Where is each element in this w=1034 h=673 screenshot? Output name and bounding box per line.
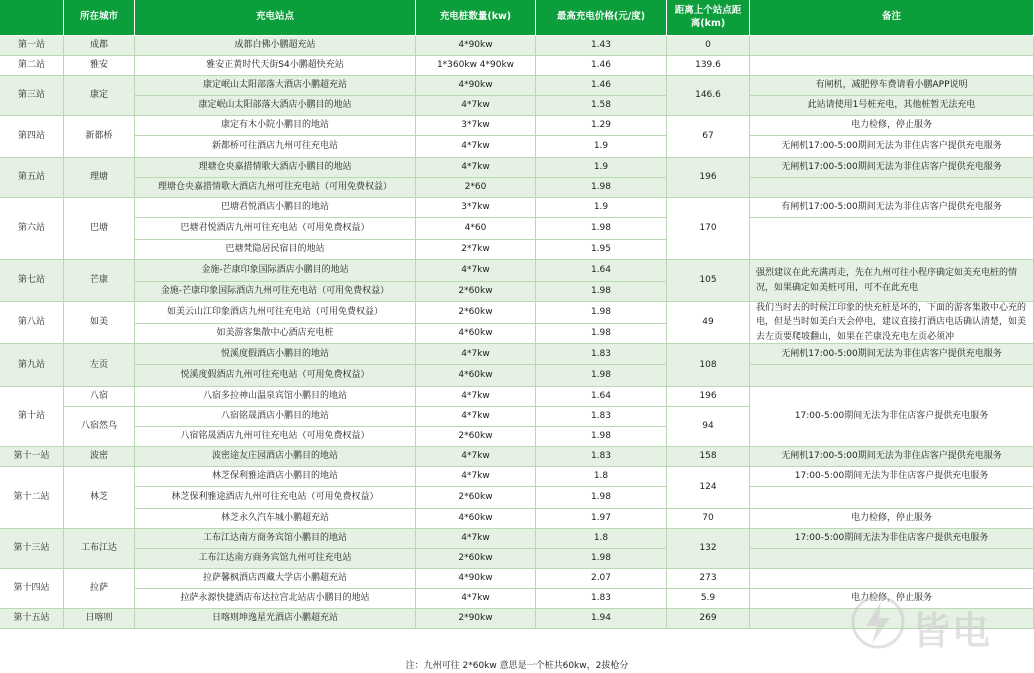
station-cell: 工布江达南方商务宾馆九州可往充电站 <box>135 549 416 569</box>
distance-cell: 108 <box>667 344 750 387</box>
station-cell: 巴塘梵隐居民宿目的地站 <box>135 240 416 260</box>
price-cell: 1.83 <box>536 344 667 365</box>
price-cell: 1.98 <box>536 549 667 569</box>
piles-cell: 2*90kw <box>416 609 536 629</box>
city-cell: 拉萨 <box>64 569 135 609</box>
price-cell: 1.58 <box>536 96 667 116</box>
piles-cell: 4*60 <box>416 218 536 240</box>
price-cell: 1.98 <box>536 302 667 324</box>
note-cell: 无闸机17:00-5:00期间无法为非住店客户提供充电服务 <box>750 344 1034 365</box>
city-cell: 新都桥 <box>64 116 135 158</box>
station-cell: 林芝永久汽车城小鹏超充站 <box>135 509 416 529</box>
price-cell: 1.98 <box>536 324 667 344</box>
note-cell <box>750 487 1034 509</box>
city-cell: 巴塘 <box>64 198 135 260</box>
piles-cell: 4*7kw <box>416 529 536 549</box>
price-cell: 1.98 <box>536 218 667 240</box>
distance-cell: 49 <box>667 302 750 344</box>
station-cell: 康定岷山太阳部落大酒店小鹏超充站 <box>135 76 416 96</box>
piles-cell: 4*7kw <box>416 407 536 427</box>
city-cell: 康定 <box>64 76 135 116</box>
stop-label: 第七站 <box>0 260 64 302</box>
city-cell: 林芝 <box>64 467 135 529</box>
station-cell: 拉萨永源快捷酒店布达拉宫北站店小鹏目的地站 <box>135 589 416 609</box>
price-cell: 1.95 <box>536 240 667 260</box>
watermark-text: 皆电 <box>912 609 993 653</box>
distance-cell: 146.6 <box>667 76 750 116</box>
note-cell: 电力检修，停止服务 <box>750 509 1034 529</box>
stop-label: 第二站 <box>0 56 64 76</box>
price-cell: 1.98 <box>536 178 667 198</box>
distance-cell: 124 <box>667 467 750 509</box>
header-distance: 距离上个站点距离(km) <box>667 0 750 36</box>
stop-label: 第六站 <box>0 198 64 260</box>
distance-cell: 132 <box>667 529 750 569</box>
note-cell: 17:00-5:00期间无法为非住店客户提供充电服务 <box>750 387 1034 447</box>
city-cell: 左贡 <box>64 344 135 387</box>
piles-cell: 2*60kw <box>416 487 536 509</box>
distance-cell: 196 <box>667 387 750 407</box>
distance-cell: 94 <box>667 407 750 447</box>
station-cell: 理塘仓央嘉措情歌大酒店九州可往充电站（可用免费权益） <box>135 178 416 198</box>
piles-cell: 1*360kw 4*90kw <box>416 56 536 76</box>
note-cell: 电力检修，停止服务 <box>750 116 1034 136</box>
city-cell: 波密 <box>64 447 135 467</box>
note-cell: 强烈建议在此充满再走，先在九州可往小程序确定如美充电桩的情况，如果确定如美桩可用，可不在此充电 <box>750 260 1034 302</box>
stop-label: 第九站 <box>0 344 64 387</box>
city-cell: 日喀则 <box>64 609 135 629</box>
header-city: 所在城市 <box>64 0 135 36</box>
city-cell: 工布江达 <box>64 529 135 569</box>
station-cell: 巴塘君悦酒店九州可往充电站（可用免费权益） <box>135 218 416 240</box>
note-cell: 我们当时去的时候江印象的快充桩是坏的，下面的游客集散中心充的电，但是当时如美白天会停电，建议直接打酒店电话确认清楚，如美去左贡要爬坡翻山，如果在芒康没充电左贡必须冲 <box>750 302 1034 344</box>
note-cell: 17:00-5:00期间无法为非住店客户提供充电服务 <box>750 529 1034 549</box>
station-cell: 如美云山江印象酒店九州可往充电站（可用免费权益） <box>135 302 416 324</box>
price-cell: 1.8 <box>536 529 667 549</box>
price-cell: 1.64 <box>536 387 667 407</box>
distance-cell: 105 <box>667 260 750 302</box>
station-cell: 林芝保利雅途酒店小鹏目的地站 <box>135 467 416 487</box>
station-cell: 新都桥可往酒店九州可往充电站 <box>135 136 416 158</box>
note-cell <box>750 178 1034 198</box>
price-cell: 1.64 <box>536 260 667 282</box>
price-cell: 1.83 <box>536 407 667 427</box>
city-cell: 理塘 <box>64 158 135 198</box>
stop-label: 第十四站 <box>0 569 64 609</box>
distance-cell: 273 <box>667 569 750 589</box>
distance-cell: 67 <box>667 116 750 158</box>
header-piles: 充电桩数量(kw) <box>416 0 536 36</box>
station-cell: 巴塘君悦酒店小鹏目的地站 <box>135 198 416 218</box>
piles-cell: 4*60kw <box>416 324 536 344</box>
station-cell: 理塘仓央嘉措情歌大酒店小鹏目的地站 <box>135 158 416 178</box>
city-cell: 八宿 <box>64 387 135 407</box>
piles-cell: 4*60kw <box>416 365 536 387</box>
station-cell: 康定岷山太阳部落大酒店小鹏目的地站 <box>135 96 416 116</box>
station-cell: 八宿铭晟酒店小鹏目的地站 <box>135 407 416 427</box>
price-cell: 1.98 <box>536 427 667 447</box>
note-cell: 电力检修，停止服务 <box>750 589 1034 609</box>
piles-cell: 4*90kw <box>416 76 536 96</box>
station-cell: 工布江达南方商务宾馆小鹏目的地站 <box>135 529 416 549</box>
price-cell: 1.9 <box>536 136 667 158</box>
note-cell: 无闸机17:00-5:00期间无法为非住店客户提供充电服务 <box>750 447 1034 467</box>
piles-cell: 3*7kw <box>416 198 536 218</box>
piles-cell: 4*60kw <box>416 509 536 529</box>
distance-cell: 139.6 <box>667 56 750 76</box>
station-cell: 如美游客集散中心酒店充电桩 <box>135 324 416 344</box>
city-cell: 芒康 <box>64 260 135 302</box>
price-cell: 1.83 <box>536 589 667 609</box>
price-cell: 1.98 <box>536 365 667 387</box>
distance-cell: 196 <box>667 158 750 198</box>
station-cell: 日喀则坤逸星光酒店小鹏超充站 <box>135 609 416 629</box>
stop-label: 第一站 <box>0 36 64 56</box>
price-cell: 1.43 <box>536 36 667 56</box>
piles-cell: 2*60kw <box>416 302 536 324</box>
station-cell: 悦溪度假酒店九州可往充电站（可用免费权益） <box>135 365 416 387</box>
note-cell: 17:00-5:00期间无法为非住店客户提供充电服务 <box>750 467 1034 487</box>
station-cell: 波密途友庄园酒店小鹏目的地站 <box>135 447 416 467</box>
piles-cell: 4*7kw <box>416 447 536 467</box>
station-cell: 林芝保利雅途酒店九州可往充电站（可用免费权益） <box>135 487 416 509</box>
note-cell <box>750 56 1034 76</box>
price-cell: 1.8 <box>536 467 667 487</box>
note-cell <box>750 549 1034 569</box>
stop-label: 第十站 <box>0 387 64 447</box>
city-cell: 八宿然乌 <box>64 407 135 447</box>
piles-cell: 4*7kw <box>416 387 536 407</box>
distance-cell: 158 <box>667 447 750 467</box>
price-cell: 1.46 <box>536 56 667 76</box>
station-cell: 拉萨馨枫酒店西藏大学店小鹏超充站 <box>135 569 416 589</box>
note-cell: 此站请使用1号桩充电，其他桩暂无法充电 <box>750 96 1034 116</box>
piles-cell: 4*7kw <box>416 136 536 158</box>
price-cell: 1.97 <box>536 509 667 529</box>
stop-label: 第十三站 <box>0 529 64 569</box>
piles-cell: 2*7kw <box>416 240 536 260</box>
stop-label: 第四站 <box>0 116 64 158</box>
price-cell: 1.83 <box>536 447 667 467</box>
note-cell: 有闸机，减肥停车费请看小鹏APP说明 <box>750 76 1034 96</box>
note-cell <box>750 36 1034 56</box>
piles-cell: 2*60kw <box>416 549 536 569</box>
header-note: 备注 <box>750 0 1034 36</box>
distance-cell: 70 <box>667 509 750 529</box>
station-cell: 八宿多拉神山温泉宾馆小鹏目的地站 <box>135 387 416 407</box>
price-cell: 1.98 <box>536 282 667 302</box>
stop-label: 第十一站 <box>0 447 64 467</box>
piles-cell: 3*7kw <box>416 116 536 136</box>
distance-cell: 0 <box>667 36 750 56</box>
price-cell: 1.9 <box>536 158 667 178</box>
stop-label: 第十五站 <box>0 609 64 629</box>
city-cell: 成都 <box>64 36 135 56</box>
price-cell: 1.46 <box>536 76 667 96</box>
price-cell: 2.07 <box>536 569 667 589</box>
station-cell: 成都白佛小鹏超充站 <box>135 36 416 56</box>
piles-cell: 4*7kw <box>416 158 536 178</box>
station-cell: 金施-芒康印象国际酒店九州可往充电站（可用免费权益） <box>135 282 416 302</box>
distance-cell: 269 <box>667 609 750 629</box>
piles-cell: 4*7kw <box>416 260 536 282</box>
header-price: 最高充电价格(元/度) <box>536 0 667 36</box>
piles-cell: 4*90kw <box>416 36 536 56</box>
note-cell: 无闸机17:00-5:00期间无法为非住店客户提供充电服务 <box>750 158 1034 178</box>
piles-cell: 4*90kw <box>416 569 536 589</box>
price-cell: 1.9 <box>536 198 667 218</box>
city-cell: 如美 <box>64 302 135 344</box>
piles-cell: 4*7kw <box>416 589 536 609</box>
piles-cell: 4*7kw <box>416 344 536 365</box>
piles-cell: 2*60kw <box>416 427 536 447</box>
station-cell: 金施-芒康印象国际酒店小鹏目的地站 <box>135 260 416 282</box>
station-cell: 康定有木小院小鹏目的地站 <box>135 116 416 136</box>
piles-cell: 4*7kw <box>416 467 536 487</box>
note-cell: 有闸机17:00-5:00期间无法为非住店客户提供充电服务 <box>750 198 1034 218</box>
note-cell <box>750 569 1034 589</box>
station-cell: 雅安正黄时代天街S4小鹏超快充站 <box>135 56 416 76</box>
header-station: 充电站点 <box>135 0 416 36</box>
lightning-logo-icon <box>850 594 906 650</box>
station-cell: 八宿铭晟酒店九州可往充电站（可用免费权益） <box>135 427 416 447</box>
distance-cell: 170 <box>667 198 750 260</box>
note-cell: 无闸机17:00-5:00期间无法为非住店客户提供充电服务 <box>750 136 1034 158</box>
city-cell: 雅安 <box>64 56 135 76</box>
piles-cell: 2*60 <box>416 178 536 198</box>
stop-label: 第三站 <box>0 76 64 116</box>
price-cell: 1.29 <box>536 116 667 136</box>
piles-cell: 4*7kw <box>416 96 536 116</box>
footnote: 注：九州可往 2*60kw 意思是一个桩共60kw，2拔枪分 <box>0 656 1034 673</box>
watermark <box>850 592 1020 654</box>
note-cell <box>750 365 1034 387</box>
price-cell: 1.94 <box>536 609 667 629</box>
note-cell <box>750 218 1034 260</box>
header-stop <box>0 0 64 36</box>
station-cell: 悦溪度假酒店小鹏目的地站 <box>135 344 416 365</box>
stop-label: 第八站 <box>0 302 64 344</box>
piles-cell: 2*60kw <box>416 282 536 302</box>
stop-label: 第五站 <box>0 158 64 198</box>
distance-cell: 5.9 <box>667 589 750 609</box>
price-cell: 1.98 <box>536 487 667 509</box>
stop-label: 第十二站 <box>0 467 64 529</box>
